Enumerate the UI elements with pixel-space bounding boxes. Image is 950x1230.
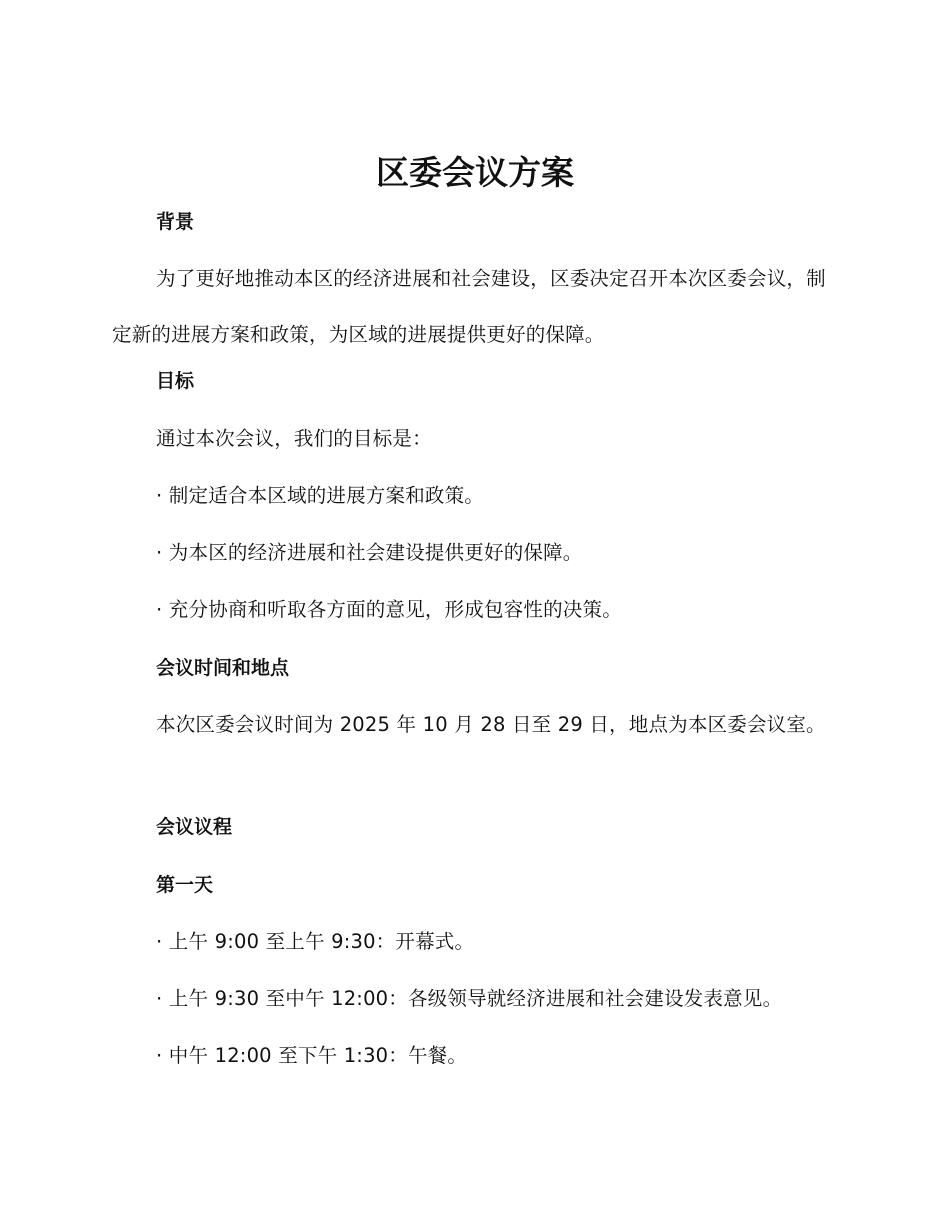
section-heading-agenda: 会议议程 xyxy=(156,816,233,838)
goals-list-item: · 为本区的经济进展和社会建设提供更好的保障。 xyxy=(156,541,583,564)
agenda-list-item: · 中午 12:00 至下午 1:30：午餐。 xyxy=(156,1044,468,1067)
section-heading-time-place: 会议时间和地点 xyxy=(156,657,290,679)
goals-list-item: · 充分协商和听取各方面的意见，形成包容性的决策。 xyxy=(156,598,622,621)
section-heading-background: 背景 xyxy=(156,211,195,233)
document-title: 区委会议方案 xyxy=(376,153,574,192)
section-heading-goals: 目标 xyxy=(156,370,195,392)
agenda-list-item: · 上午 9:30 至中午 12:00：各级领导就经济进展和社会建设发表意见。 xyxy=(156,987,783,1010)
goals-intro: 通过本次会议，我们的目标是： xyxy=(156,427,432,450)
goals-list-item: · 制定适合本区域的进展方案和政策。 xyxy=(156,484,484,507)
agenda-day1-heading: 第一天 xyxy=(156,874,214,896)
agenda-list-item: · 上午 9:00 至上午 9:30：开幕式。 xyxy=(156,930,475,953)
time-place-paragraph: 本次区委会议时间为 2025 年 10 月 28 日至 29 日，地点为本区委会议室。 xyxy=(156,713,826,736)
background-paragraph: 为了更好地推动本区的经济进展和社会建设，区委决定召开本次区委会议，制定新的进展方案和政策，为区域的进展提供更好的保障。 xyxy=(112,267,826,346)
